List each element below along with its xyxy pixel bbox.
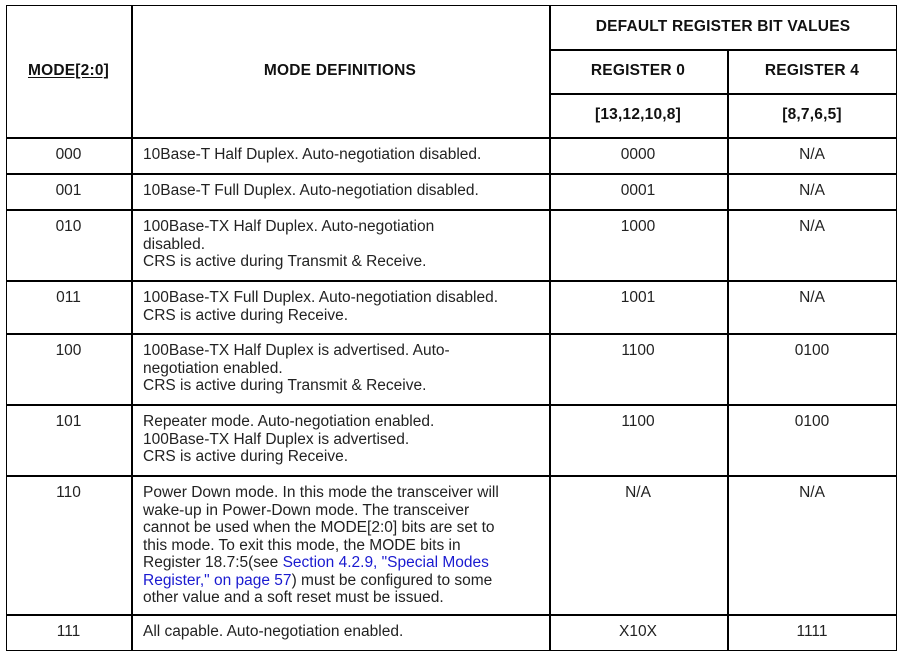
definition-line: this mode. To exit this mode, the MODE bits in <box>143 536 461 554</box>
definition-line: 10Base-T Full Duplex. Auto-negotiation disabled. <box>143 182 479 199</box>
header-register-0-bits-label: [13,12,10,8] <box>595 106 681 123</box>
table-row-definition <box>131 173 549 209</box>
table-row-mode: 110 <box>56 484 81 501</box>
table-row-definition <box>131 614 549 650</box>
table-row-definition <box>131 404 549 475</box>
table-row-mode: 001 <box>55 182 82 199</box>
definition-line: cannot be used when the MODE[2:0] bits are set to <box>143 519 495 536</box>
header-default-group-label: DEFAULT REGISTER BIT VALUES <box>595 18 851 35</box>
definition-line <box>143 572 541 590</box>
header-register-0-bits <box>549 93 727 137</box>
header-register-4 <box>727 49 897 93</box>
definition-line: 100Base-TX Half Duplex is advertised. <box>143 430 410 448</box>
definition-line: Repeater mode. Auto-negotiation enabled. <box>143 413 435 430</box>
definition-line: 10Base-T Half Duplex. Auto-negotiation disabled. <box>143 146 482 163</box>
table-row-reg0: 0001 <box>620 182 656 199</box>
table-row-definition <box>131 209 549 280</box>
definition-line: CRS is active during Receive. <box>143 448 349 465</box>
table-row-reg4: N/A <box>799 218 825 235</box>
table-row-reg4: 1111 <box>796 623 828 640</box>
table-row-reg0: X10X <box>619 623 657 640</box>
header-definitions <box>131 5 549 137</box>
definition-line: All capable. Auto-negotiation enabled. <box>143 623 404 640</box>
definition-line: 100Base-TX Full Duplex. Auto-negotiation disabled. <box>143 289 498 306</box>
header-mode-label: MODE[2:0] <box>27 62 110 79</box>
definition-line: CRS is active during Transmit & Receive. <box>143 253 427 270</box>
header-register-4-bits-label: [8,7,6,5] <box>782 106 842 123</box>
definition-line: disabled. <box>143 235 206 253</box>
table-row-definition <box>131 333 549 404</box>
special-modes-register-link[interactable]: Section 4.2.9, "Special Modes <box>282 554 489 571</box>
table-row-reg0: 0000 <box>620 146 656 163</box>
table-row-mode: 010 <box>55 218 82 235</box>
header-register-0-label: REGISTER 0 <box>590 62 686 79</box>
table-row-reg0: 1100 <box>621 342 655 359</box>
table-row-reg0: 1100 <box>621 413 655 430</box>
table-row-definition <box>131 475 549 614</box>
special-modes-register-link-cont[interactable]: Register," on page 57 <box>143 571 292 589</box>
table-row-reg0: 1000 <box>620 218 656 235</box>
definition-line: CRS is active during Transmit & Receive. <box>143 377 427 394</box>
definition-text: ) must be configured to some <box>291 571 493 589</box>
table-row-reg4: 0100 <box>794 413 830 430</box>
table-row-reg4: N/A <box>799 484 825 501</box>
table-row-mode: 011 <box>56 289 81 306</box>
table-row-reg4: N/A <box>799 146 825 163</box>
table-row-mode: 100 <box>55 342 82 359</box>
header-definitions-label: MODE DEFINITIONS <box>263 62 417 79</box>
table-row-reg4: 0100 <box>794 342 830 359</box>
header-register-4-label: REGISTER 4 <box>764 62 860 79</box>
header-register-4-bits <box>727 93 897 137</box>
definition-text: Register 18.7:5(see <box>143 554 283 571</box>
definition-line <box>143 554 541 572</box>
definition-line: wake-up in Power-Down mode. The transceiver <box>143 501 470 519</box>
table-row-definition <box>131 280 549 333</box>
definition-line: 100Base-TX Half Duplex is advertised. Auto- <box>143 342 450 359</box>
table-row-reg4: N/A <box>799 289 825 306</box>
definition-line: 100Base-TX Half Duplex. Auto-negotiation <box>143 218 435 235</box>
header-register-0 <box>549 49 727 93</box>
table-row-definition <box>131 137 549 173</box>
definition-line: Power Down mode. In this mode the transceiver will <box>143 484 499 501</box>
table-row-mode: 101 <box>55 413 82 430</box>
table-row-reg4: N/A <box>799 182 825 199</box>
header-mode <box>6 5 131 137</box>
definition-line: CRS is active during Receive. <box>143 306 349 324</box>
header-default-register-bit-values <box>549 5 897 49</box>
table-row-reg0: 1001 <box>620 289 656 306</box>
definition-line: other value and a soft reset must be issued. <box>143 589 444 606</box>
table-row-mode: 000 <box>55 146 82 163</box>
definition-line: negotiation enabled. <box>143 359 283 377</box>
table-row-mode: 111 <box>56 623 81 640</box>
table-row-reg0: N/A <box>625 484 651 501</box>
